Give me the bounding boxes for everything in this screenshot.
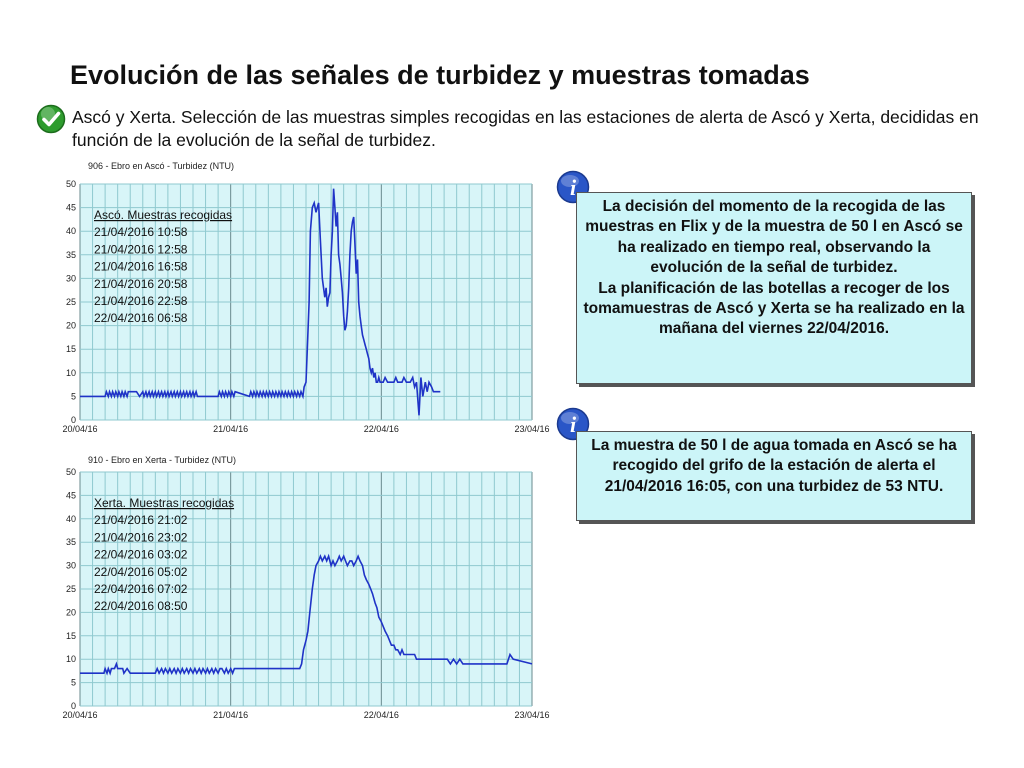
x-tick-label: 22/04/16 (363, 424, 399, 434)
y-tick-label: 45 (65, 202, 76, 213)
y-tick-label: 25 (65, 297, 76, 307)
y-tick-label: 0 (70, 415, 76, 425)
x-tick-label: 23/04/16 (514, 710, 550, 720)
sample-datetime: 22/04/2016 06:58 (94, 311, 188, 326)
y-tick-label: 0 (70, 701, 76, 711)
sample-datetime: 21/04/2016 10:58 (94, 225, 188, 240)
sample-datetime: 22/04/2016 07:02 (94, 582, 188, 596)
y-tick-label: 35 (65, 249, 76, 260)
sample-datetime: 21/04/2016 16:58 (94, 259, 188, 274)
info-box-sample (576, 431, 972, 521)
sample-datetime: 21/04/2016 12:58 (94, 242, 188, 257)
svg-text:i: i (569, 175, 577, 200)
sample-datetime: 21/04/2016 21:02 (94, 513, 188, 528)
sample-datetime: 22/04/2016 05:02 (94, 564, 188, 579)
y-tick-label: 40 (65, 513, 76, 524)
svg-text:i: i (569, 412, 577, 437)
intro-paragraph: Ascó y Xerta. Selección de las muestras simples recogidas en las estaciones de alerta de Ascó y Xerta, decididas en función de la evolución de la señal de turbidez. (72, 107, 979, 150)
sample-datetime: 22/04/2016 03:02 (94, 547, 188, 562)
chart-title: 906 - Ebro en Ascó - Turbidez (NTU) (88, 161, 235, 171)
sample-datetime: 22/04/2016 08:50 (94, 599, 188, 614)
info-box-paragraph: La decisión del momento de la recogida de las muestras en Flix y de la muestra de 50 l en Ascó se ha realizado en tiempo real, observando la evolución de la señal de turbidez. (585, 198, 963, 277)
x-tick-label: 23/04/16 (514, 424, 550, 434)
x-tick-label: 20/04/16 (62, 424, 98, 434)
y-tick-label: 40 (65, 226, 76, 237)
asco-turbidity-chart (60, 156, 550, 436)
sample-datetime: 21/04/2016 23:02 (94, 530, 188, 545)
x-tick-label: 21/04/16 (213, 424, 249, 434)
x-tick-label: 22/04/16 (363, 710, 399, 720)
sample-datetime: 21/04/2016 20:58 (94, 276, 188, 291)
info-box-paragraph: La planificación de las botellas a recoger de los tomamuestras de Ascó y Xerta se ha realizado en la mañana del viernes 22/04/2016. (583, 279, 965, 338)
y-tick-label: 5 (70, 677, 76, 688)
y-tick-label: 50 (65, 467, 76, 477)
x-tick-label: 21/04/16 (213, 710, 249, 720)
y-tick-label: 50 (65, 179, 76, 189)
y-tick-label: 35 (65, 537, 76, 548)
y-tick-label: 5 (70, 391, 76, 402)
y-tick-label: 45 (65, 490, 76, 501)
sample-datetime: 21/04/2016 22:58 (94, 294, 188, 308)
y-tick-label: 15 (65, 630, 76, 641)
info-box-paragraph: La muestra de 50 l de agua tomada en Ascó se ha recogido del grifo de la estación de alerta el 21/04/2016 16:05, con una turbidez de 53 NTU. (591, 437, 957, 495)
y-tick-label: 15 (65, 344, 76, 355)
check-icon (36, 104, 66, 134)
y-tick-label: 20 (65, 607, 76, 618)
samples-heading: Ascó. Muestras recogidas (94, 208, 233, 222)
page-title: Evolución de las señales de turbidez y muestras tomadas (70, 60, 810, 90)
y-tick-label: 25 (65, 584, 76, 594)
y-tick-label: 10 (65, 367, 76, 378)
y-tick-label: 30 (65, 560, 76, 571)
y-tick-label: 10 (65, 654, 76, 665)
y-tick-label: 20 (65, 320, 76, 331)
chart-title: 910 - Ebro en Xerta - Turbidez (NTU) (88, 455, 237, 465)
y-tick-label: 30 (65, 273, 76, 284)
x-tick-label: 20/04/16 (62, 710, 98, 720)
samples-heading: Xerta. Muestras recogidas (94, 496, 235, 510)
xerta-turbidity-chart (60, 450, 550, 722)
info-box-planning (576, 192, 972, 384)
